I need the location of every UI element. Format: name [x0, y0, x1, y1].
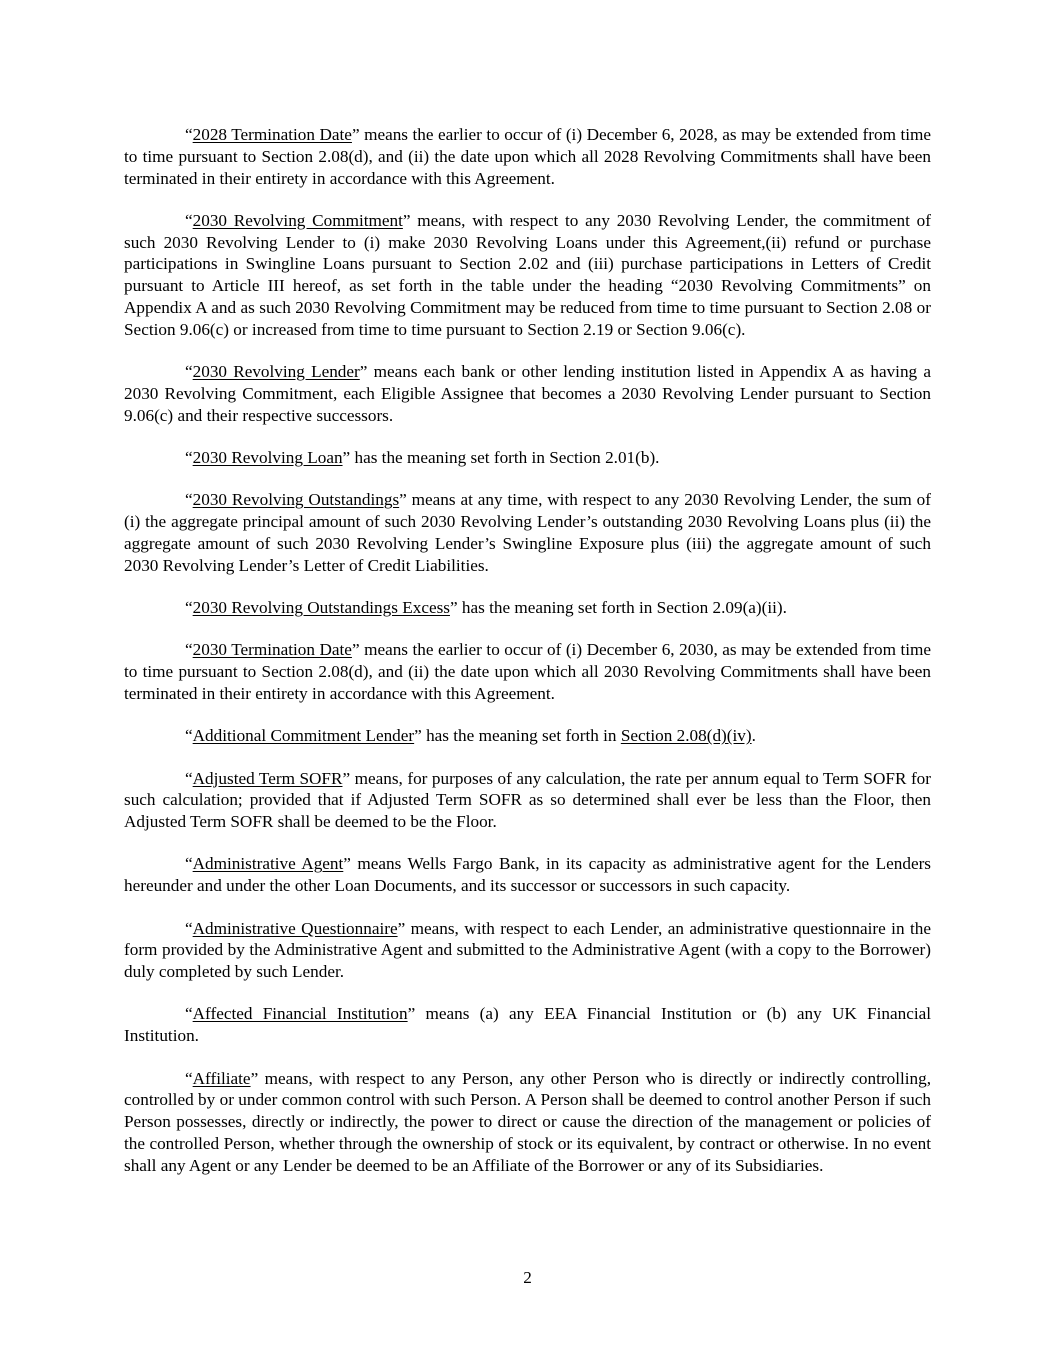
- defined-term: 2030 Revolving Lender: [192, 362, 360, 382]
- definition-paragraph: “2030 Revolving Outstandings” means at any time, with respect to any 2030 Revolving Lender, the sum of (i) the aggregate principal amount of such 2030 Revolving Lender’s outstanding 2030 Revolving Loans plus (ii) the aggregate amount of such 2030 Revolving Lender’s Swingline Exposure plus (iii) the aggregate amount of such 2030 Revolving Lender’s Letter of Credit Liabilities.: [124, 490, 932, 575]
- defined-term: 2030 Revolving Outstandings: [192, 490, 400, 510]
- definition-paragraph: “2028 Termination Date” means the earlier to occur of (i) December 6, 2028, as may be extended from time to time pursuant to Section 2.08(d), and (ii) the date upon which all 2028 Revolving Commitments shall have been terminated in their entirety in accordance with this Agreement.: [124, 125, 931, 188]
- definition-text: ” means, with respect to any Person, any other Person who is directly or indirectly controlling, controlled by or under common control with such Person. A Person shall be deemed to control another Person if such Person possesses, directly or indirectly, the power to direct or cause the direction of the management or policies of the controlled Person, whether through the ownership of stock or its equivalent, by contract or otherwise. In no event shall any Agent or any Lender be deemed to be an Affiliate of the Borrower or any of its Subsidiaries.: [124, 1068, 931, 1175]
- section-reference-link[interactable]: Section 2.08(d)(iv): [620, 726, 752, 746]
- defined-term: 2030 Revolving Outstandings Excess: [192, 598, 450, 618]
- definition-text: ” has the meaning set forth in Section 2.01(b).: [342, 448, 660, 468]
- definition-text: ” means (a) any EEA Financial Institution or (b) any UK Financial Institution.: [124, 1004, 931, 1046]
- definition-paragraph: “2030 Termination Date” means the earlier to occur of (i) December 6, 2030, as may be extended from time to time pursuant to Section 2.08(d), and (ii) the date upon which all 2030 Revolving Commitments shall have been terminated in their entirety in accordance with this Agreement.: [124, 640, 931, 703]
- definition-text: ” means each bank or other lending institution listed in Appendix A as having a 2030 Revolving Commitment, each Eligible Assignee that becomes a 2030 Revolving Lender pursuant to Section 9.06(c) and their respective successors.: [124, 362, 932, 425]
- definition-text-end: .: [751, 726, 756, 746]
- definition-paragraph: “2030 Revolving Outstandings Excess” has the meaning set forth in Section 2.09(a)(ii).: [185, 598, 787, 618]
- definitions-list: [124, 124, 931, 1197]
- defined-term: Administrative Agent: [192, 854, 344, 874]
- defined-term: Affected Financial Institution: [192, 1004, 408, 1024]
- defined-term: Affiliate: [192, 1068, 251, 1088]
- defined-term: Administrative Questionnaire: [192, 918, 398, 938]
- defined-term: 2030 Revolving Loan: [192, 448, 343, 468]
- definition-text: ” means the earlier to occur of (i) December 6, 2028, as may be extended from time to time pursuant to Section 2.08(d), and (ii) the date upon which all 2028 Revolving Commitments shall have been terminated in their entirety in accordance with this Agreement.: [124, 125, 931, 188]
- definition-paragraph: “2030 Revolving Commitment” means, with respect to any 2030 Revolving Lender, the commitment of such 2030 Revolving Lender to (i) make 2030 Revolving Loans under this Agreement,(ii) refund or purchase participations in Swingline Loans pursuant to Section 2.02 and (iii) purchase participations in Letters of Credit pursuant to Article III hereof, as set forth in the table under the heading “2030 Revolving Commitments” on Appendix A and as such 2030 Revolving Commitment may be reduced from time to time pursuant to Section 2.08 or Section 9.06(c) or increased from time to time pursuant to Section 2.19 or Section 9.06(c).: [124, 210, 931, 339]
- definition-paragraph: “Additional Commitment Lender” has the meaning set forth in Section 2.08(d)(iv).: [185, 726, 756, 746]
- definition-text: ” means at any time, with respect to any 2030 Revolving Lender, the sum of (i) the aggregate principal amount of such 2030 Revolving Lender’s outstanding 2030 Revolving Loans plus (ii) the aggregate amount of such 2030 Revolving Lender’s Swingline Exposure plus (iii) the aggregate amount of such 2030 Revolving Lender’s Letter of Credit Liabilities.: [124, 490, 932, 575]
- definition-paragraph: “Adjusted Term SOFR” means, for purposes of any calculation, the rate per annum equal to Term SOFR for such calculation; provided that if Adjusted Term SOFR as so determined shall ever be less than the Floor, then Adjusted Term SOFR shall be deemed to be the Floor.: [124, 768, 931, 832]
- definition-paragraph: “2030 Revolving Lender” means each bank or other lending institution listed in Appendix A as having a 2030 Revolving Commitment, each Eligible Assignee that becomes a 2030 Revolving Lender pursuant to Section 9.06(c) and their respective successors.: [124, 362, 932, 425]
- defined-term: 2030 Revolving Commitment: [192, 210, 403, 230]
- definition-paragraph: “Administrative Questionnaire” means, with respect to each Lender, an administrative questionnaire in the form provided by the Administrative Agent and submitted to the Administrative Agent (with a copy to the Borrower) duly completed by such Lender.: [124, 918, 931, 982]
- page-number: 2: [523, 1268, 532, 1287]
- defined-term: Additional Commitment Lender: [192, 726, 415, 746]
- definition-paragraph: “Affected Financial Institution” means (a) any EEA Financial Institution or (b) any UK Financial Institution.: [124, 1004, 931, 1046]
- defined-term: Adjusted Term SOFR: [192, 768, 343, 788]
- defined-term: 2028 Termination Date: [192, 125, 352, 144]
- definition-paragraph: “Affiliate” means, with respect to any Person, any other Person who is directly or indirectly controlling, controlled by or under common control with such Person. A Person shall be deemed to control another Person if such Person possesses, directly or indirectly, the power to direct or cause the direction of the management or policies of the controlled Person, whether through the ownership of stock or its equivalent, by contract or otherwise. In no event shall any Agent or any Lender be deemed to be an Affiliate of the Borrower or any of its Subsidiaries.: [124, 1068, 931, 1175]
- definition-text: ” means, with respect to each Lender, an administrative questionnaire in the form provided by the Administrative Agent and submitted to the Administrative Agent (with a copy to the Borrower) duly completed by such Lender.: [124, 918, 931, 982]
- definition-paragraph: “2030 Revolving Loan” has the meaning set forth in Section 2.01(b).: [185, 448, 660, 468]
- definition-text: ” means the earlier to occur of (i) December 6, 2030, as may be extended from time to time pursuant to Section 2.08(d), and (ii) the date upon which all 2030 Revolving Commitments shall have been terminated in their entirety in accordance with this Agreement.: [124, 640, 931, 703]
- definition-text: ” means Wells Fargo Bank, in its capacity as administrative agent for the Lenders hereunder and under the other Loan Documents, and its successor or successors in such capacity.: [124, 854, 932, 896]
- definition-text: ” means, for purposes of any calculation, the rate per annum equal to Term SOFR for such calculation; provided that if Adjusted Term SOFR as so determined shall ever be less than the Floor, then Adjusted Term SOFR shall be deemed to be the Floor.: [124, 768, 931, 832]
- definition-text: ” has the meaning set forth in Section 2.09(a)(ii).: [449, 598, 787, 618]
- definition-text: ” means, with respect to any 2030 Revolving Lender, the commitment of such 2030 Revolving Lender to (i) make 2030 Revolving Loans under this Agreement,(ii) refund or purchase participations in Swingline Loans pursuant to Section 2.02 and (iii) purchase participations in Letters of Credit pursuant to Article III hereof, as set forth in the table under the heading “2030 Revolving Commitments” on Appendix A and as such 2030 Revolving Commitment may be reduced from time to time pursuant to Section 2.08 or Section 9.06(c) or increased from time to time pursuant to Section 2.19 or Section 9.06(c).: [124, 210, 931, 339]
- defined-term: 2030 Termination Date: [192, 640, 352, 660]
- definition-paragraph: “Administrative Agent” means Wells Fargo Bank, in its capacity as administrative agent for the Lenders hereunder and under the other Loan Documents, and its successor or successors in such capacity.: [124, 854, 932, 896]
- definition-text: ” has the meaning set forth in: [414, 726, 621, 746]
